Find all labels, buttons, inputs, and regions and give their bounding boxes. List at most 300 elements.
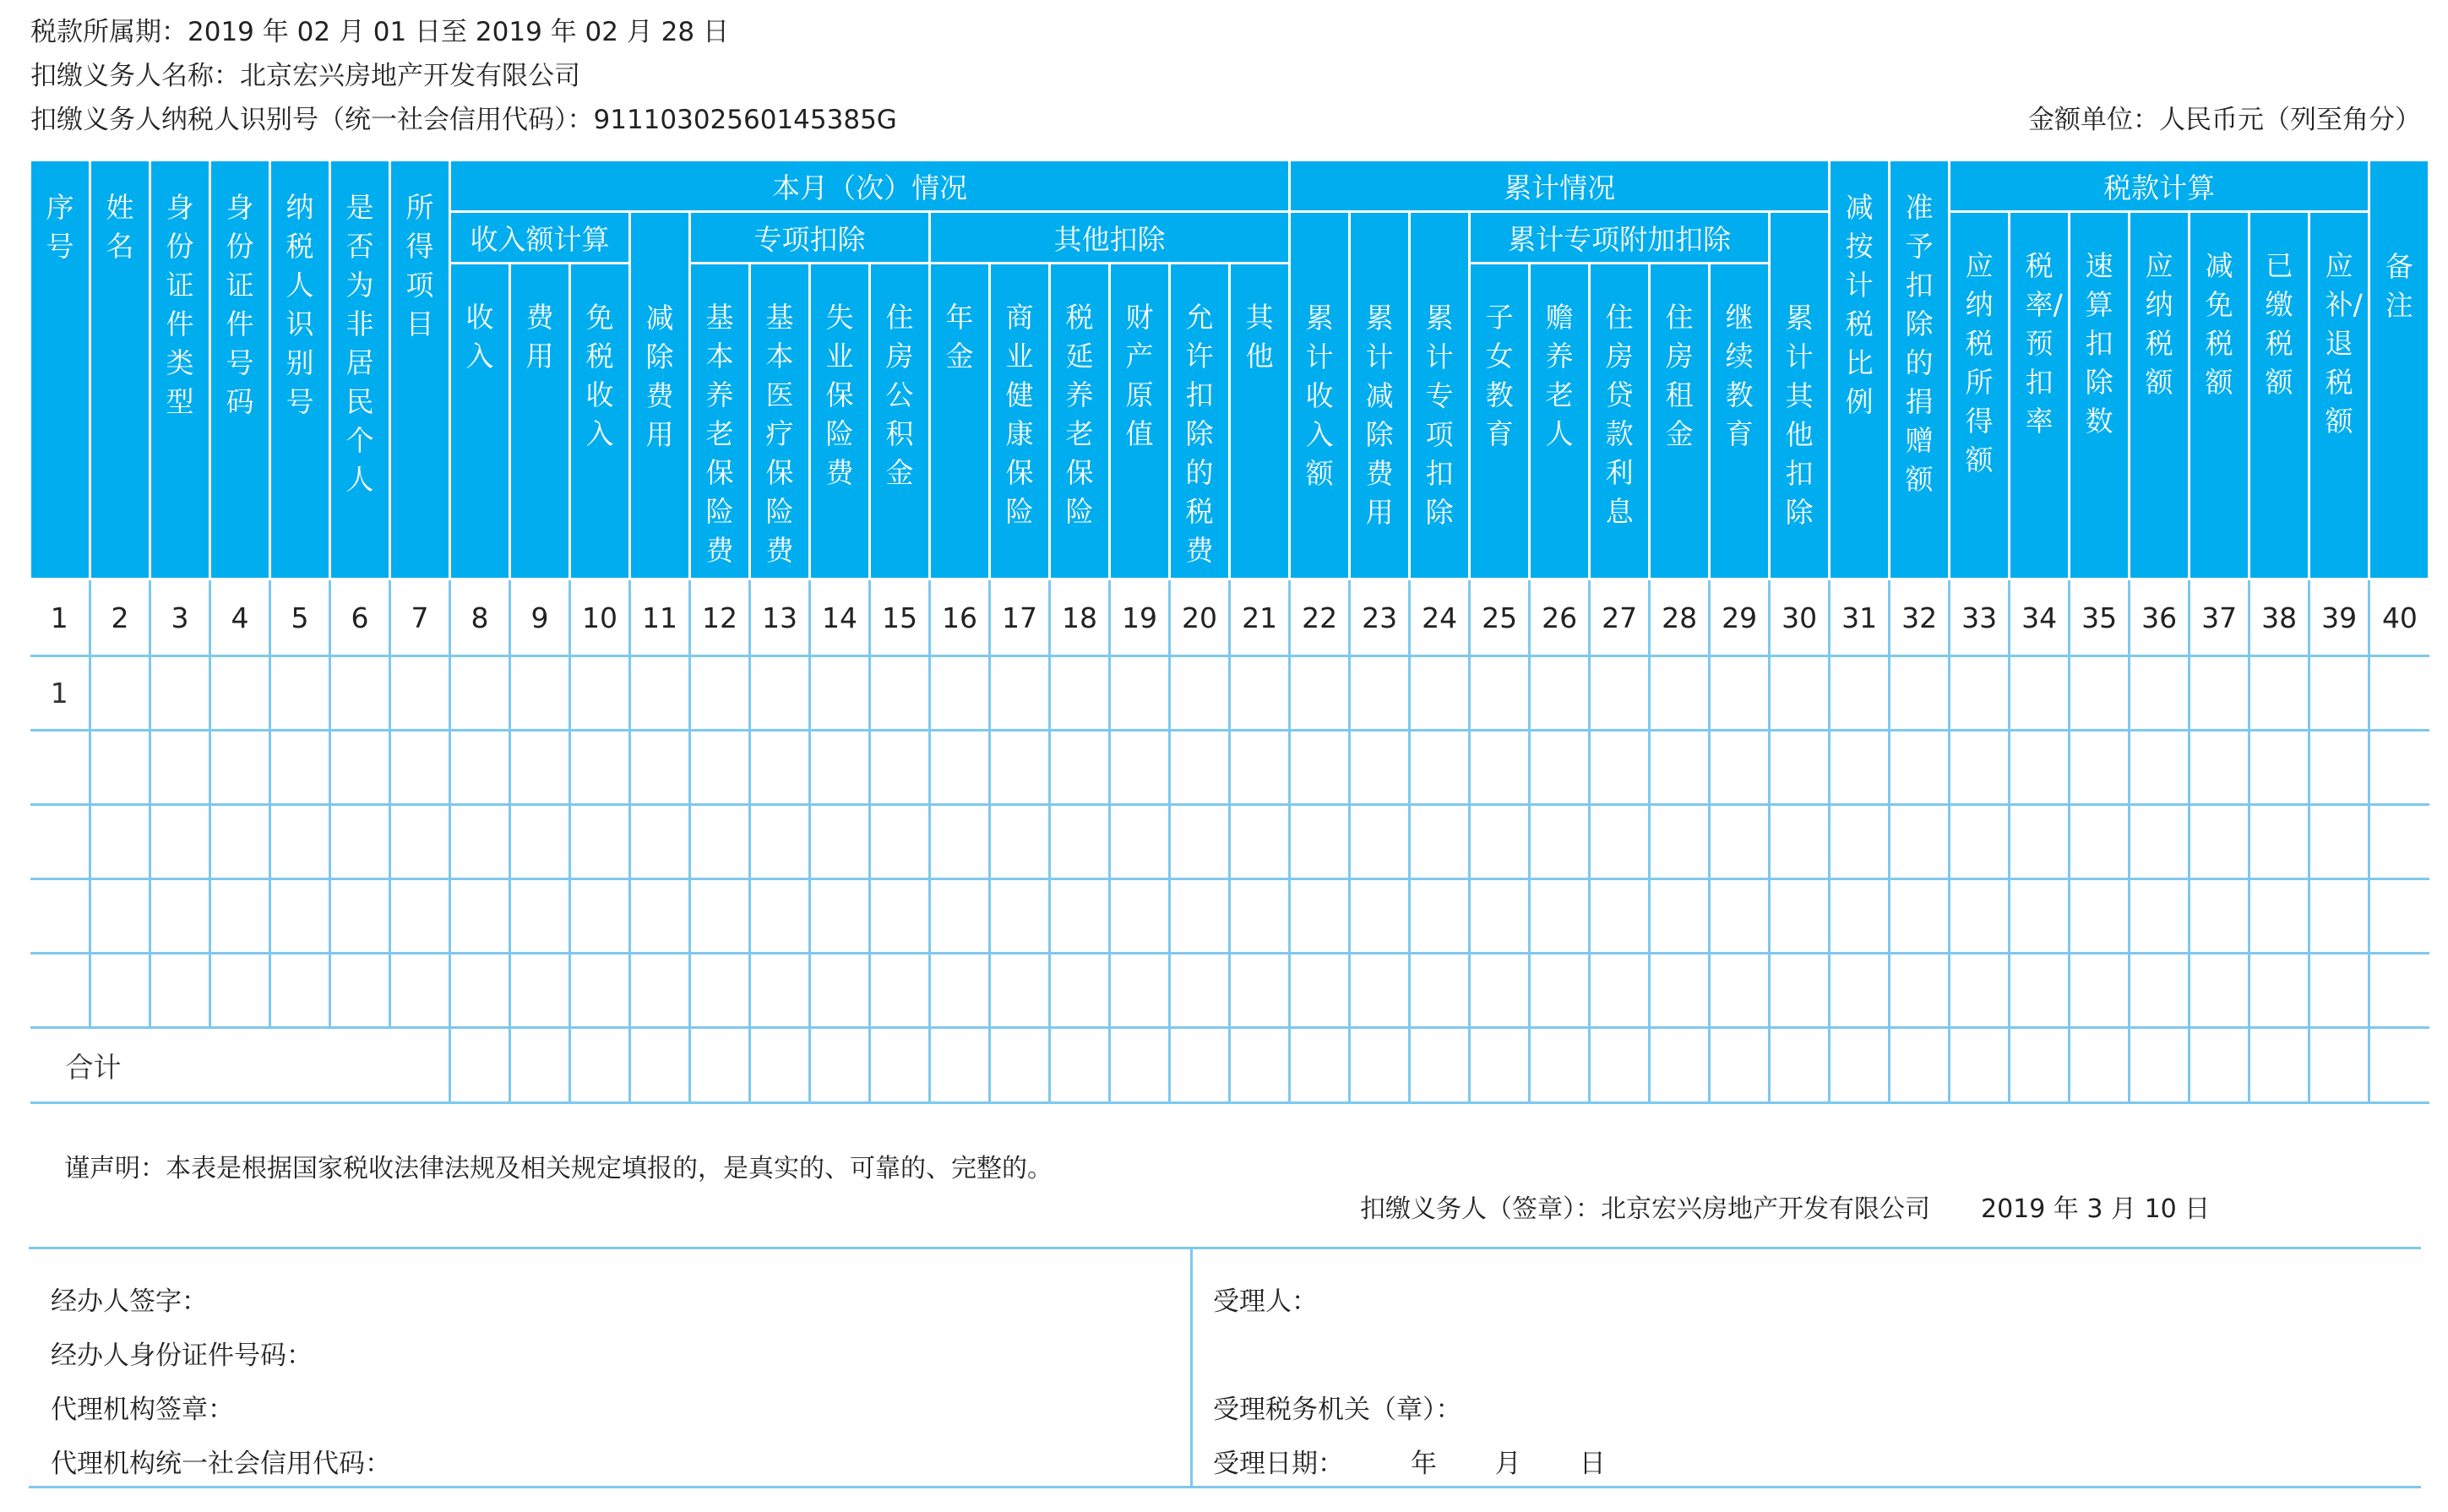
- col-tax-refund-header: 应补/退税额: [2309, 212, 2369, 579]
- total-cell[interactable]: [1470, 1028, 1530, 1103]
- table-cell[interactable]: [1470, 879, 1530, 954]
- table-cell[interactable]: [1950, 879, 2010, 954]
- table-cell[interactable]: [210, 879, 270, 954]
- table-cell[interactable]: [510, 656, 570, 731]
- total-cell[interactable]: [2369, 1028, 2429, 1103]
- col-quick-deduction-header: 速算扣除数: [2070, 212, 2130, 579]
- table-cell[interactable]: [450, 954, 510, 1028]
- table-cell[interactable]: [450, 731, 510, 805]
- table-cell[interactable]: [1530, 805, 1590, 879]
- table-cell[interactable]: [1290, 731, 1350, 805]
- col-non-resident-header: 是否为非居民个人: [330, 160, 390, 579]
- total-cell[interactable]: [2309, 1028, 2369, 1103]
- table-cell[interactable]: [1770, 879, 1830, 954]
- total-cell[interactable]: [690, 1028, 750, 1103]
- table-cell[interactable]: [1950, 954, 2010, 1028]
- table-cell[interactable]: [1710, 954, 1770, 1028]
- table-cell[interactable]: [2010, 656, 2070, 731]
- table-cell[interactable]: [1410, 656, 1470, 731]
- table-cell[interactable]: [990, 954, 1050, 1028]
- table-cell[interactable]: [1650, 879, 1710, 954]
- table-cell[interactable]: [90, 656, 150, 731]
- table-cell[interactable]: [330, 954, 390, 1028]
- table-cell[interactable]: [690, 731, 750, 805]
- row-seq-cell[interactable]: [30, 879, 90, 954]
- table-cell[interactable]: [390, 954, 450, 1028]
- table-cell[interactable]: [1350, 954, 1410, 1028]
- table-cell[interactable]: [90, 954, 150, 1028]
- col-pension-header: 基本养老保险费: [690, 264, 750, 579]
- table-cell[interactable]: [510, 954, 570, 1028]
- total-cell[interactable]: [810, 1028, 870, 1103]
- agency-credit-code-field[interactable]: 代理机构统一社会信用代码：: [51, 1449, 391, 1479]
- table-cell[interactable]: [930, 805, 990, 879]
- table-cell[interactable]: [630, 805, 690, 879]
- declaration: 谨声明：本表是根据国家税收法律法规及相关规定填报的，是真实的、可靠的、完整的。: [64, 1154, 1053, 1183]
- table-cell[interactable]: [150, 656, 210, 731]
- table-cell[interactable]: [1230, 954, 1290, 1028]
- total-cell[interactable]: [1290, 1028, 1350, 1103]
- total-cell[interactable]: [2070, 1028, 2130, 1103]
- table-cell[interactable]: [1110, 656, 1170, 731]
- table-cell[interactable]: [1770, 805, 1830, 879]
- table-cell[interactable]: [1110, 731, 1170, 805]
- table-cell[interactable]: [390, 805, 450, 879]
- col-cum-special-header: 累计专项扣除: [1410, 212, 1470, 579]
- table-cell[interactable]: [750, 656, 810, 731]
- currency-unit: 金额单位：人民币元（列至角分）: [2028, 105, 2421, 135]
- col-name-header: 姓名: [90, 160, 150, 579]
- table-cell[interactable]: [2249, 879, 2309, 954]
- table-cell[interactable]: [2369, 954, 2429, 1028]
- table-cell[interactable]: [1890, 805, 1950, 879]
- table-cell[interactable]: [150, 805, 210, 879]
- table-cell[interactable]: [2010, 731, 2070, 805]
- col-tax-reduction-header: 减免税额: [2190, 212, 2249, 579]
- table-cell[interactable]: [1170, 954, 1230, 1028]
- table-cell[interactable]: [1950, 731, 2010, 805]
- col-tax-payable-header: 应纳税额: [2130, 212, 2190, 579]
- total-cell[interactable]: [2130, 1028, 2190, 1103]
- col-deduction-expense-header: 减除费用: [630, 212, 690, 579]
- table-cell[interactable]: [330, 805, 390, 879]
- table-cell[interactable]: [2369, 805, 2429, 879]
- col-property-value-header: 财产原值: [1110, 264, 1170, 579]
- table-cell[interactable]: [2369, 879, 2429, 954]
- table-cell[interactable]: [2130, 879, 2190, 954]
- table-cell[interactable]: [1710, 805, 1770, 879]
- table-cell[interactable]: [1470, 656, 1530, 731]
- table-cell[interactable]: [570, 656, 630, 731]
- table-cell[interactable]: [390, 879, 450, 954]
- table-cell[interactable]: [1230, 879, 1290, 954]
- table-cell[interactable]: [450, 879, 510, 954]
- table-cell[interactable]: [690, 805, 750, 879]
- table-cell[interactable]: [2130, 805, 2190, 879]
- total-cell[interactable]: [930, 1028, 990, 1103]
- table-cell[interactable]: [1290, 656, 1350, 731]
- table-cell[interactable]: [810, 731, 870, 805]
- table-cell[interactable]: [210, 656, 270, 731]
- table-cell[interactable]: [2249, 805, 2309, 879]
- table-cell[interactable]: [870, 954, 930, 1028]
- table-cell[interactable]: [2070, 805, 2130, 879]
- table-cell[interactable]: [1050, 731, 1110, 805]
- table-cell[interactable]: [150, 731, 210, 805]
- column-number: 25: [1470, 579, 1530, 656]
- table-cell[interactable]: [990, 731, 1050, 805]
- agency-seal-field[interactable]: 代理机构签章：: [51, 1395, 234, 1425]
- table-cell[interactable]: [1770, 954, 1830, 1028]
- table-cell[interactable]: [1470, 805, 1530, 879]
- table-cell[interactable]: [630, 731, 690, 805]
- table-cell[interactable]: [390, 731, 450, 805]
- column-number: 29: [1710, 579, 1770, 656]
- column-number: 40: [2369, 579, 2429, 656]
- total-cell[interactable]: [1950, 1028, 2010, 1103]
- table-cell[interactable]: [1410, 731, 1470, 805]
- table-cell[interactable]: [810, 805, 870, 879]
- table-cell[interactable]: [330, 656, 390, 731]
- total-cell[interactable]: [870, 1028, 930, 1103]
- column-number: 9: [510, 579, 570, 656]
- group-cumulative: 累计情况: [1290, 160, 1830, 212]
- receive-date-field[interactable]: 受理日期： 年 月 日: [1213, 1449, 1606, 1479]
- table-cell[interactable]: [570, 879, 630, 954]
- table-cell[interactable]: [210, 731, 270, 805]
- table-cell[interactable]: [1470, 954, 1530, 1028]
- column-number-row: [30, 579, 2429, 656]
- col-rent-header: 住房租金: [1650, 264, 1710, 579]
- total-cell[interactable]: [450, 1028, 510, 1103]
- table-cell[interactable]: [2190, 656, 2249, 731]
- table-cell[interactable]: [1950, 656, 2010, 731]
- table-cell[interactable]: [90, 805, 150, 879]
- table-cell[interactable]: [2190, 954, 2249, 1028]
- table-cell[interactable]: [2249, 656, 2309, 731]
- table-cell[interactable]: [2130, 731, 2190, 805]
- column-number: 31: [1830, 579, 1890, 656]
- col-other-header: 其他: [1230, 264, 1290, 579]
- tax-authority-field[interactable]: 受理税务机关（章）：: [1213, 1395, 1462, 1425]
- table-cell[interactable]: [1230, 731, 1290, 805]
- table-row: [30, 731, 2429, 805]
- table-cell[interactable]: [1050, 656, 1110, 731]
- col-child-edu-header: 子女教育: [1470, 264, 1530, 579]
- table-cell[interactable]: [870, 805, 930, 879]
- table-cell[interactable]: [1530, 656, 1590, 731]
- table-cell[interactable]: [1830, 656, 1890, 731]
- column-number: 23: [1350, 579, 1410, 656]
- total-cell[interactable]: [2190, 1028, 2249, 1103]
- table-cell[interactable]: [270, 879, 330, 954]
- table-cell[interactable]: [1770, 731, 1830, 805]
- col-housing-fund-header: 住房公积金: [870, 264, 930, 579]
- total-cell[interactable]: [1710, 1028, 1770, 1103]
- col-unemployment-header: 失业保险费: [810, 264, 870, 579]
- table-cell[interactable]: [1710, 879, 1770, 954]
- table-cell[interactable]: [1050, 954, 1110, 1028]
- table-cell[interactable]: [1470, 731, 1530, 805]
- total-cell[interactable]: [2249, 1028, 2309, 1103]
- table-cell[interactable]: [510, 879, 570, 954]
- table-cell[interactable]: [1890, 656, 1950, 731]
- table-cell[interactable]: [1410, 805, 1470, 879]
- table-cell[interactable]: [810, 954, 870, 1028]
- table-cell[interactable]: [2130, 954, 2190, 1028]
- col-allowed-tax-header: 允许扣除的税费: [1170, 264, 1230, 579]
- table-cell[interactable]: [990, 805, 1050, 879]
- table-cell[interactable]: [2309, 954, 2369, 1028]
- col-continuing-edu-header: 继续教育: [1710, 264, 1770, 579]
- table-cell[interactable]: [330, 731, 390, 805]
- total-cell[interactable]: [1590, 1028, 1650, 1103]
- table-cell[interactable]: [930, 954, 990, 1028]
- table-cell[interactable]: [1590, 954, 1650, 1028]
- total-cell[interactable]: [1110, 1028, 1170, 1103]
- table-cell[interactable]: [1530, 954, 1590, 1028]
- column-number: 19: [1110, 579, 1170, 656]
- table-cell[interactable]: [930, 656, 990, 731]
- col-cum-deduction-header: 累计减除费用: [1350, 212, 1410, 579]
- column-number: 24: [1410, 579, 1470, 656]
- table-cell[interactable]: [930, 879, 990, 954]
- col-taxpayer-id-header: 纳税人识别号: [270, 160, 330, 579]
- subgroup-income-calc: 收入额计算: [450, 212, 630, 264]
- table-cell[interactable]: [1350, 879, 1410, 954]
- row-seq-cell[interactable]: [30, 731, 90, 805]
- table-cell[interactable]: [630, 656, 690, 731]
- col-tax-deferred-header: 税延养老保险: [1050, 264, 1110, 579]
- table-cell[interactable]: [270, 954, 330, 1028]
- table-cell[interactable]: [1410, 879, 1470, 954]
- table-cell[interactable]: [1110, 879, 1170, 954]
- group-current-month: 本月（次）情况: [450, 160, 1290, 212]
- table-cell[interactable]: [330, 879, 390, 954]
- table-cell[interactable]: [1650, 656, 1710, 731]
- total-cell[interactable]: [1650, 1028, 1710, 1103]
- total-cell[interactable]: [1770, 1028, 1830, 1103]
- table-cell[interactable]: [270, 805, 330, 879]
- table-cell[interactable]: [2010, 805, 2070, 879]
- table-cell[interactable]: [2369, 656, 2429, 731]
- table-cell[interactable]: [1170, 879, 1230, 954]
- row-seq-cell[interactable]: [30, 954, 90, 1028]
- total-cell[interactable]: [1050, 1028, 1110, 1103]
- table-cell[interactable]: [2369, 731, 2429, 805]
- table-cell[interactable]: [510, 805, 570, 879]
- table-cell[interactable]: [990, 656, 1050, 731]
- table-cell[interactable]: [2249, 731, 2309, 805]
- col-elderly-header: 赡养老人: [1530, 264, 1590, 579]
- column-number: 17: [990, 579, 1050, 656]
- table-cell[interactable]: [2309, 879, 2369, 954]
- table-cell[interactable]: [1590, 731, 1650, 805]
- total-cell[interactable]: [630, 1028, 690, 1103]
- table-cell[interactable]: [750, 879, 810, 954]
- table-cell[interactable]: [1590, 805, 1650, 879]
- table-cell[interactable]: [450, 656, 510, 731]
- table-cell[interactable]: [1290, 954, 1350, 1028]
- table-cell[interactable]: [1110, 805, 1170, 879]
- table-cell[interactable]: [810, 656, 870, 731]
- table-cell[interactable]: [990, 879, 1050, 954]
- col-cum-income-header: 累计收入额: [1290, 212, 1350, 579]
- table-cell[interactable]: [150, 879, 210, 954]
- table-cell[interactable]: [2190, 879, 2249, 954]
- receiver-field[interactable]: 受理人：: [1213, 1286, 1318, 1317]
- column-number: 11: [630, 579, 690, 656]
- subgroup-cum-special-additional: 累计专项附加扣除: [1470, 212, 1770, 264]
- table-cell[interactable]: [570, 731, 630, 805]
- table-cell[interactable]: [1650, 954, 1710, 1028]
- table-cell[interactable]: [1530, 731, 1590, 805]
- table-cell[interactable]: [930, 731, 990, 805]
- withholder-tax-id: 扣缴义务人纳税人识别号（统一社会信用代码）：91110302560145385G: [30, 105, 897, 135]
- table-cell[interactable]: [210, 805, 270, 879]
- table-cell[interactable]: [210, 954, 270, 1028]
- table-cell[interactable]: [2070, 954, 2130, 1028]
- total-cell[interactable]: [510, 1028, 570, 1103]
- table-cell[interactable]: [1710, 656, 1770, 731]
- table-cell[interactable]: [750, 805, 810, 879]
- column-number: 1: [30, 579, 90, 656]
- total-cell[interactable]: [990, 1028, 1050, 1103]
- table-cell[interactable]: [750, 954, 810, 1028]
- total-cell[interactable]: [1530, 1028, 1590, 1103]
- table-cell[interactable]: [2130, 656, 2190, 731]
- total-cell[interactable]: [1410, 1028, 1470, 1103]
- table-cell[interactable]: [1410, 954, 1470, 1028]
- table-cell[interactable]: [150, 954, 210, 1028]
- table-cell[interactable]: [1350, 656, 1410, 731]
- table-cell[interactable]: [690, 879, 750, 954]
- column-number: 12: [690, 579, 750, 656]
- table-cell[interactable]: [570, 805, 630, 879]
- table-cell[interactable]: [2070, 731, 2130, 805]
- table-cell[interactable]: [1890, 879, 1950, 954]
- table-cell[interactable]: [1230, 656, 1290, 731]
- table-cell[interactable]: [690, 954, 750, 1028]
- total-row: [30, 1028, 2429, 1103]
- table-cell[interactable]: [2309, 731, 2369, 805]
- table-cell[interactable]: [1830, 954, 1890, 1028]
- handler-signature-field[interactable]: 经办人签字：: [51, 1286, 208, 1317]
- table-cell[interactable]: [1110, 954, 1170, 1028]
- col-tax-free-income-header: 免税收入: [570, 264, 630, 579]
- table-cell[interactable]: [90, 879, 150, 954]
- col-tax-ratio-header: 减按计税比例: [1830, 160, 1890, 579]
- table-cell[interactable]: [750, 731, 810, 805]
- total-label: 合计: [30, 1028, 450, 1103]
- row-seq-cell[interactable]: [30, 805, 90, 879]
- table-cell[interactable]: [1830, 731, 1890, 805]
- table-cell[interactable]: [1170, 656, 1230, 731]
- total-cell[interactable]: [1350, 1028, 1410, 1103]
- table-cell[interactable]: [1050, 805, 1110, 879]
- table-cell[interactable]: [1830, 805, 1890, 879]
- table-cell[interactable]: [90, 731, 150, 805]
- table-cell[interactable]: [2309, 805, 2369, 879]
- total-cell[interactable]: [1170, 1028, 1230, 1103]
- table-cell[interactable]: [2070, 656, 2130, 731]
- table-cell[interactable]: [1950, 805, 2010, 879]
- col-cum-other-header: 累计其他扣除: [1770, 212, 1830, 579]
- table-cell[interactable]: [510, 731, 570, 805]
- table-cell[interactable]: [870, 879, 930, 954]
- column-number: 30: [1770, 579, 1830, 656]
- table-cell[interactable]: [1050, 879, 1110, 954]
- table-cell[interactable]: [630, 954, 690, 1028]
- table-cell[interactable]: [2010, 879, 2070, 954]
- total-cell[interactable]: [1830, 1028, 1890, 1103]
- table-cell[interactable]: [450, 805, 510, 879]
- table-cell[interactable]: [270, 731, 330, 805]
- table-cell[interactable]: [1350, 731, 1410, 805]
- table-cell[interactable]: [2070, 879, 2130, 954]
- table-cell[interactable]: [1530, 879, 1590, 954]
- table-cell[interactable]: [1350, 805, 1410, 879]
- col-taxable-income-header: 应纳税所得额: [1950, 212, 2010, 579]
- total-cell[interactable]: [1890, 1028, 1950, 1103]
- table-cell[interactable]: [690, 656, 750, 731]
- table-cell[interactable]: [1890, 731, 1950, 805]
- table-cell[interactable]: [270, 656, 330, 731]
- column-number: 37: [2190, 579, 2249, 656]
- table-cell[interactable]: [870, 731, 930, 805]
- column-number: 4: [210, 579, 270, 656]
- table-cell[interactable]: [2190, 731, 2249, 805]
- handler-id-field[interactable]: 经办人身份证件号码：: [51, 1341, 313, 1371]
- table-cell[interactable]: [1290, 879, 1350, 954]
- table-cell[interactable]: [2249, 954, 2309, 1028]
- column-number: 6: [330, 579, 390, 656]
- table-cell[interactable]: [570, 954, 630, 1028]
- table-cell[interactable]: [870, 656, 930, 731]
- footer-divider: [1190, 1249, 1193, 1486]
- row-seq-cell[interactable]: 1: [30, 656, 90, 731]
- table-cell[interactable]: [1230, 805, 1290, 879]
- table-cell[interactable]: [1830, 879, 1890, 954]
- column-number: 7: [390, 579, 450, 656]
- column-number: 26: [1530, 579, 1590, 656]
- table-cell[interactable]: [1170, 805, 1230, 879]
- table-cell[interactable]: [1890, 954, 1950, 1028]
- table-cell[interactable]: [1290, 805, 1350, 879]
- column-number: 34: [2010, 579, 2070, 656]
- table-cell[interactable]: [1590, 656, 1650, 731]
- table-cell[interactable]: [1590, 879, 1650, 954]
- table-cell[interactable]: [1770, 656, 1830, 731]
- table-cell[interactable]: [630, 879, 690, 954]
- table-cell[interactable]: [2190, 805, 2249, 879]
- table-cell[interactable]: [390, 656, 450, 731]
- table-cell[interactable]: [1650, 805, 1710, 879]
- table-cell[interactable]: [2010, 954, 2070, 1028]
- column-number: 21: [1230, 579, 1290, 656]
- total-cell[interactable]: [750, 1028, 810, 1103]
- table-cell[interactable]: [1170, 731, 1230, 805]
- total-cell[interactable]: [570, 1028, 630, 1103]
- column-number: 32: [1890, 579, 1950, 656]
- total-cell[interactable]: [2010, 1028, 2070, 1103]
- table-cell[interactable]: [810, 879, 870, 954]
- acceptance-section: [29, 1247, 2421, 1488]
- table-cell[interactable]: [2309, 656, 2369, 731]
- table-cell[interactable]: [1650, 731, 1710, 805]
- table-cell[interactable]: [1710, 731, 1770, 805]
- total-cell[interactable]: [1230, 1028, 1290, 1103]
